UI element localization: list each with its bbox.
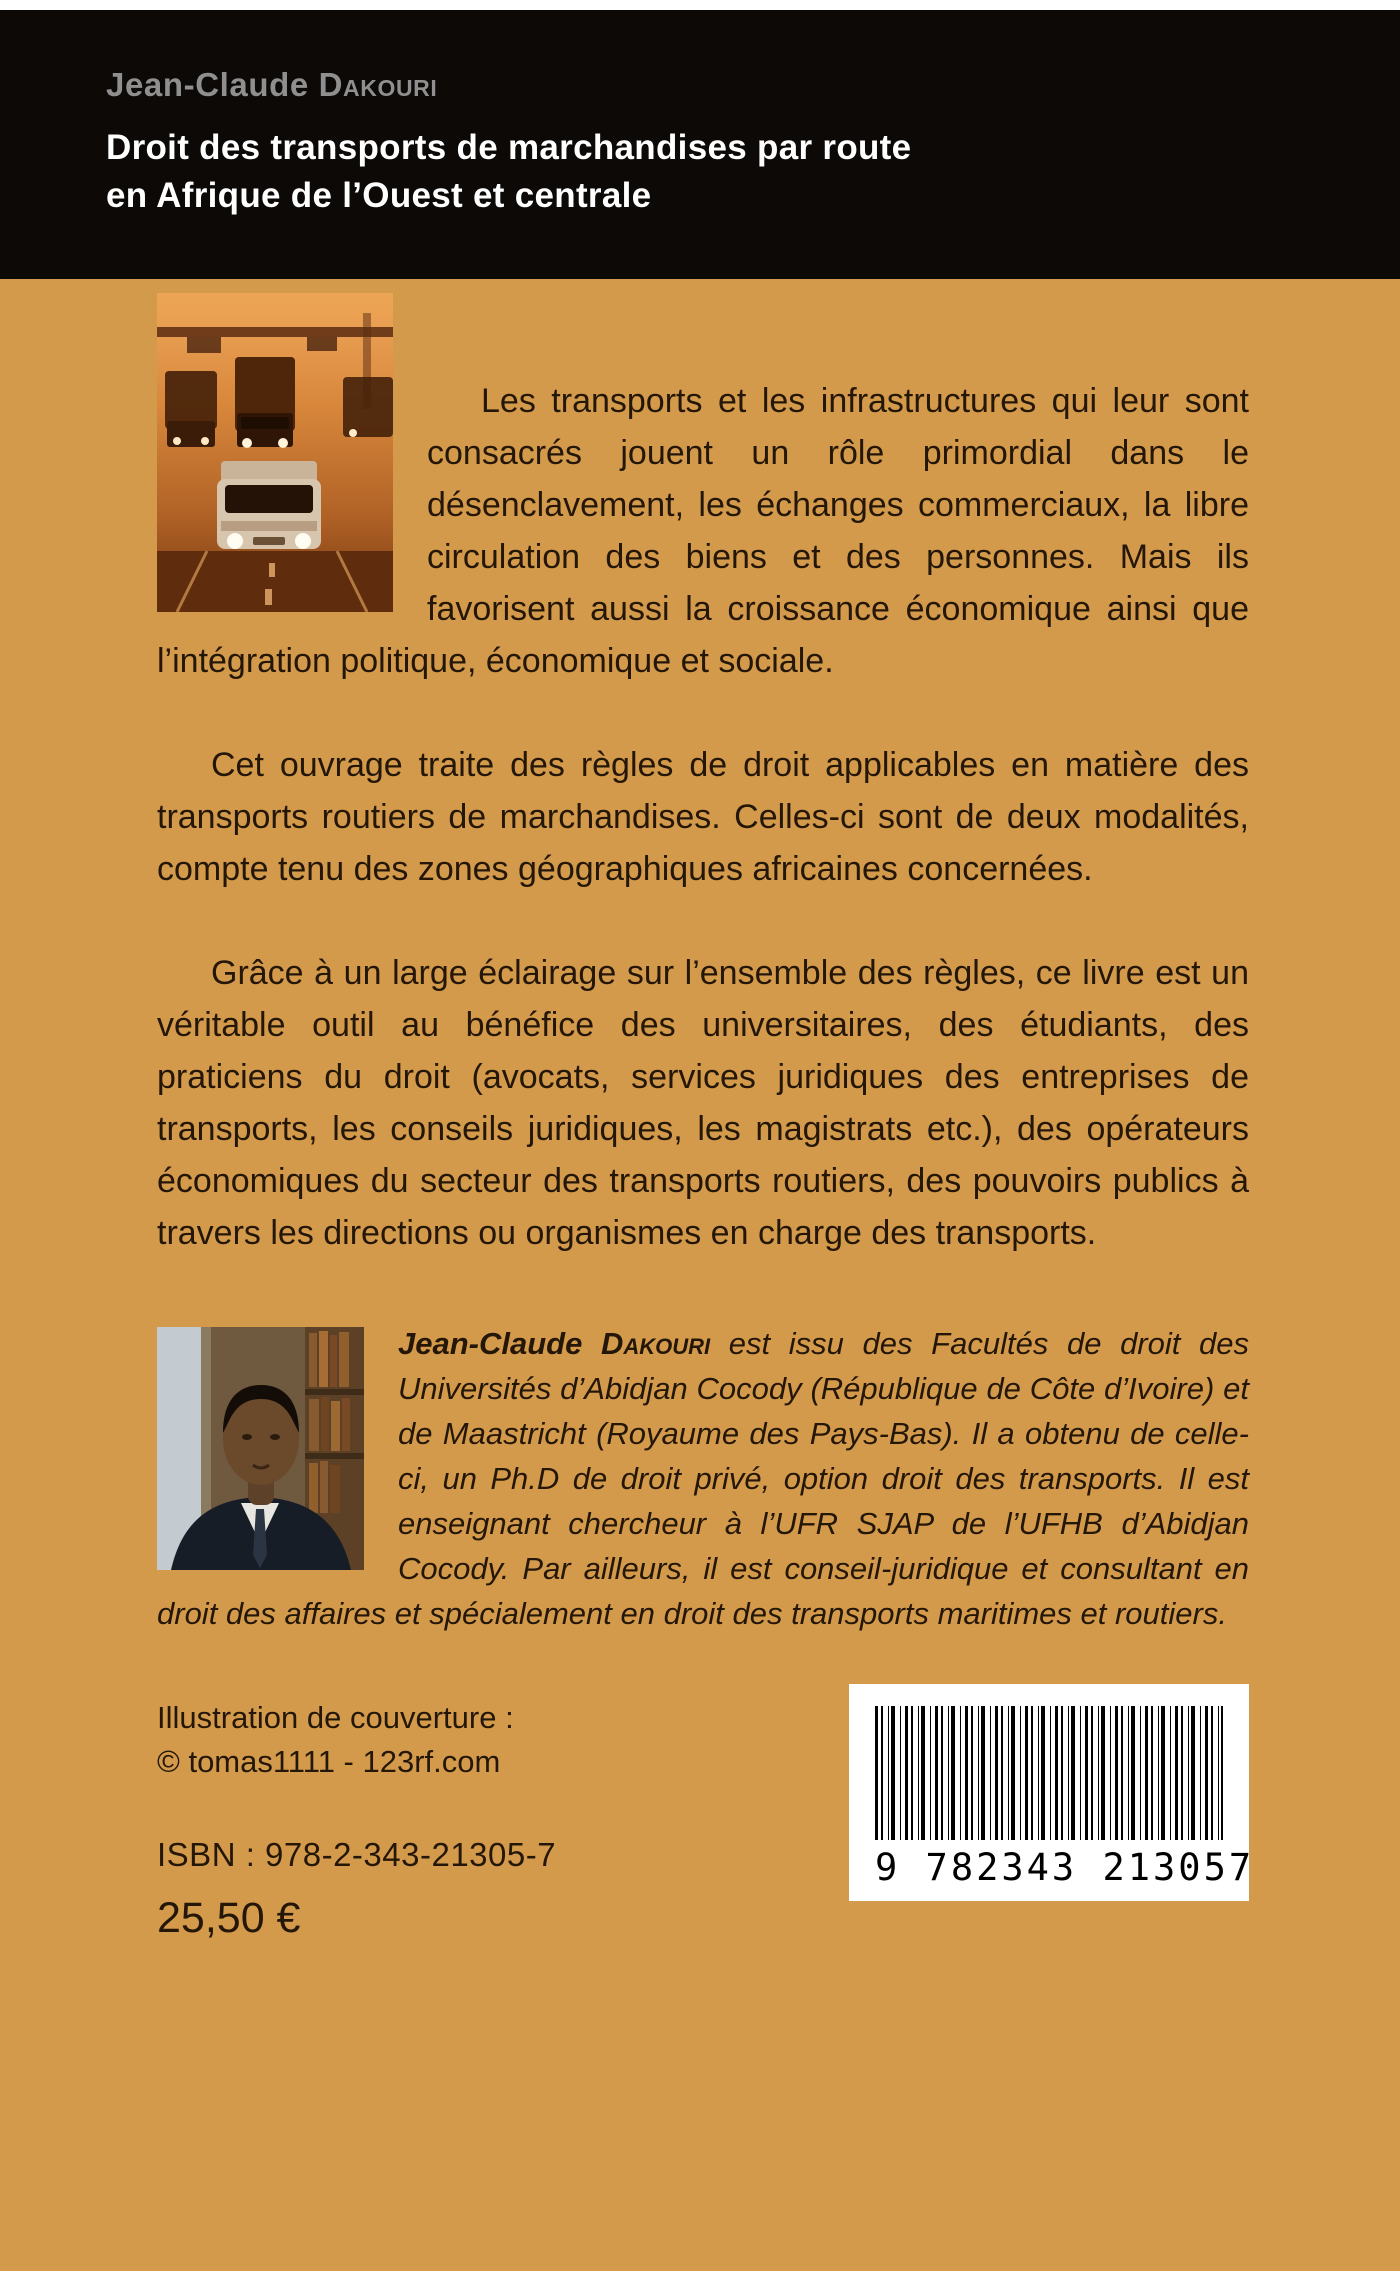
synopsis-paragraph-2 (157, 739, 1249, 895)
synopsis-text-3: Grâce à un large éclairage sur l’ensemble des règles, ce livre est un véritable outil au bénéfice des universitaires, des étudiants, des praticiens du droit (avocats, services juridiques des entreprises de transports, les conseils juridiques, les magistrats etc.), des opérateurs économiques du secteur des transports routiers, des pouvoirs publics à travers les directions ou organismes en charge des transports. (157, 954, 1249, 1252)
price: 25,50 € (157, 1894, 301, 1942)
barcode (849, 1684, 1255, 1901)
book-title-line2: en Afrique de l’Ouest et centrale (106, 176, 652, 215)
author-portrait-photo (157, 1327, 364, 1570)
synopsis-paragraph-3 (157, 947, 1249, 1259)
barcode-number: 9 782343 213057 (875, 1846, 1255, 1889)
author-first-name: Jean-Claude (106, 66, 309, 103)
book-title-line1: Droit des transports de marchandises par route (106, 128, 912, 167)
book-title (106, 124, 1340, 220)
synopsis-paragraph-1 (157, 293, 1249, 687)
illustration-credit: © tomas1111 - 123rf.com (157, 1744, 501, 1779)
synopsis-text-1: Les transports et les infrastructures qui leur sont consacrés jouent un rôle primordial dans le désenclavement, les échanges commerciaux, la libre circulation des biens et des personnes. Mais ils favorisent aussi la croissance économique ainsi que l’intégration politique, économique et sociale. (157, 382, 1249, 680)
header-band (0, 10, 1400, 279)
author-last-name: Dakouri (318, 66, 438, 103)
bio-author-name: Jean-Claude Dakouri (398, 1326, 711, 1361)
footer-credits (157, 1684, 556, 1943)
barcode-bars-icon (875, 1706, 1223, 1840)
back-cover-body (0, 279, 1400, 2271)
trucks-photo (157, 293, 393, 612)
author-name (106, 66, 1340, 104)
isbn: ISBN : 978-2-343-21305-7 (157, 1836, 557, 1873)
illustration-label: Illustration de couverture : (157, 1700, 514, 1735)
bio-text: est issu des Facultés de droit des Universités d’Abidjan Cocody (République de Côte d’Ivoire) et de Maastricht (Royaume des Pays-Bas). Il a obtenu de celle-ci, un Ph.D de droit privé, option droit des transports. Il est enseignant chercheur à l’UFR SJAP de l’UFHB d’Abidjan Cocody. Par ailleurs, il est conseil-juridique et consultant en droit des affaires et spécialement en droit des transports maritimes et routiers. (157, 1326, 1249, 1631)
footer (157, 1684, 1255, 1943)
synopsis-text-2: Cet ouvrage traite des règles de droit applicables en matière des transports routiers de marchandises. Celles-ci sont de deux modalités, compte tenu des zones géographiques africaines concernées. (157, 746, 1249, 888)
author-bio (157, 1321, 1249, 1636)
